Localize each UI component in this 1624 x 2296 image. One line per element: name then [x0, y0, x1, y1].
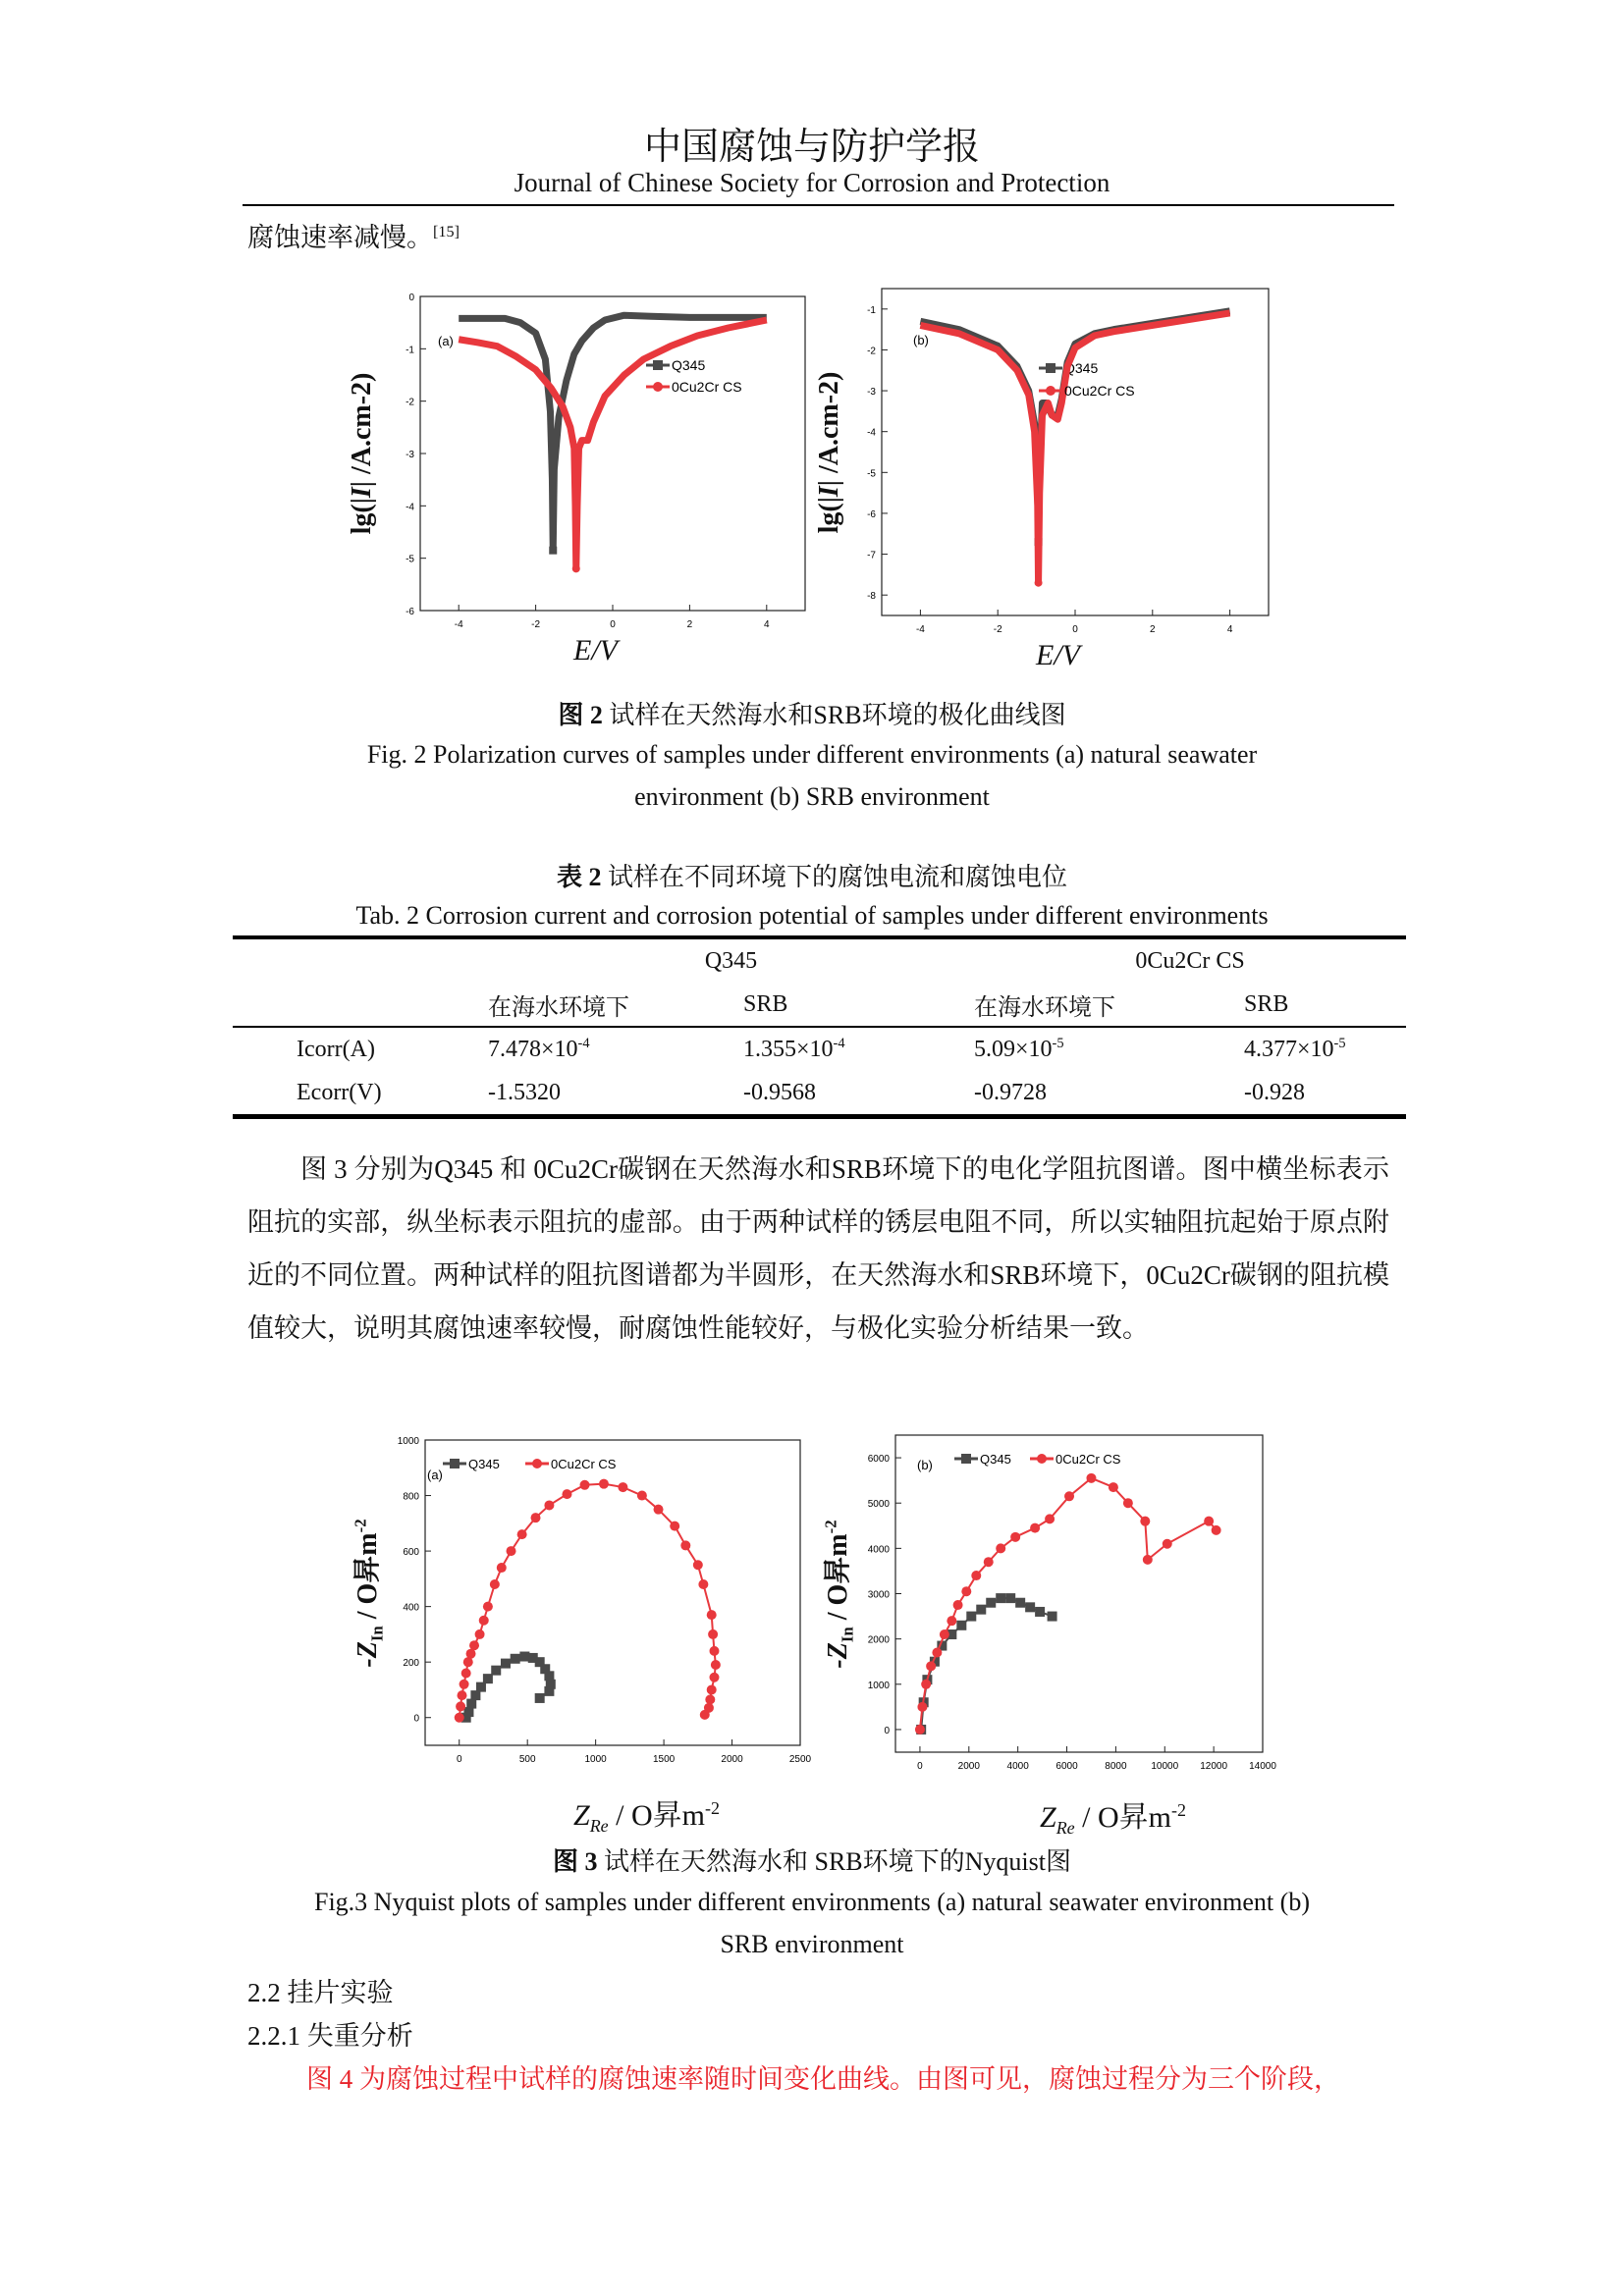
legend-marker-square — [450, 1459, 460, 1468]
legend-label: 0Cu2Cr CS — [1064, 383, 1135, 399]
data-point-q345 — [511, 1654, 520, 1664]
row-label: Ecorr(V) — [297, 1079, 382, 1105]
y-tick-label: 1000 — [867, 1680, 890, 1691]
data-point-0cu2cr — [996, 1543, 1005, 1553]
data-point-0cu2cr — [490, 1579, 500, 1589]
y-tick-label: -5 — [406, 554, 414, 565]
y-tick-label: -2 — [867, 346, 876, 357]
data-point-0cu2cr — [947, 1616, 956, 1626]
data-point-0cu2cr — [456, 1701, 465, 1711]
y-tick-label: 4000 — [867, 1544, 890, 1556]
y-tick-label: -7 — [867, 550, 876, 561]
y-axis-label: lg(|I| /A.cm-2) — [814, 371, 844, 533]
data-point-0cu2cr — [517, 1529, 527, 1539]
fig3-caption-cn — [0, 1842, 1624, 1878]
x-tick-label: 2000 — [957, 1761, 980, 1772]
fig2-title-cn: 试样在天然海水和SRB环境的极化曲线图 — [609, 701, 1066, 729]
data-point-0cu2cr — [455, 1713, 464, 1723]
x-tick-label: 2 — [686, 619, 693, 630]
sub-header: 在海水环境下 — [974, 994, 1115, 1021]
data-point-0cu2cr — [580, 1480, 590, 1490]
plot-frame — [895, 1435, 1263, 1752]
y-tick-label: -8 — [867, 591, 876, 603]
x-tick-label: 6000 — [1056, 1761, 1078, 1772]
legend-label: 0Cu2Cr CS — [1056, 1452, 1121, 1467]
data-point-0cu2cr — [709, 1673, 719, 1682]
fig3-label: 图 3 — [552, 1847, 598, 1876]
data-point-0cu2cr — [971, 1571, 981, 1580]
series-line-0cu2cr — [920, 1478, 1217, 1730]
sub-header: SRB — [743, 990, 788, 1017]
legend-marker-circle — [1046, 386, 1056, 396]
y-tick-label: 200 — [403, 1658, 419, 1670]
data-point-0cu2cr — [711, 1660, 721, 1670]
data-point-q345 — [1035, 1607, 1045, 1617]
x-tick-label: -2 — [531, 619, 541, 630]
y-tick-label: 6000 — [867, 1454, 890, 1466]
y-tick-label: -2 — [406, 397, 414, 408]
legend-label: Q345 — [980, 1452, 1011, 1467]
group-header: 0Cu2Cr CS — [1135, 947, 1245, 974]
data-point-0cu2cr — [544, 1500, 554, 1510]
x-tick-label: 4 — [1226, 624, 1233, 635]
data-point-0cu2cr — [926, 1661, 936, 1671]
table-cell: $4.377\times 10^{-5}$ — [1244, 1036, 1346, 1062]
legend-marker-square — [1046, 363, 1056, 373]
table2-caption-en: Tab. 2 Corrosion current and corrosion potential of samples under different environments — [355, 901, 1269, 930]
y-tick-label: 0 — [408, 293, 414, 303]
data-point-0cu2cr — [709, 1646, 719, 1656]
data-point-0cu2cr — [1143, 1555, 1153, 1565]
y-tick-label: -3 — [867, 387, 876, 399]
data-point-0cu2cr — [700, 1710, 710, 1720]
data-point-0cu2cr — [475, 1629, 485, 1639]
polarization-chart-b — [814, 289, 1269, 671]
fig2-caption-en-2: environment (b) SRB environment — [634, 782, 990, 811]
data-point-0cu2cr — [707, 1684, 717, 1694]
fig3-caption-en-1: Fig.3 Nyquist plots of samples under different environments (a) natural seawater environment (b) — [314, 1888, 1310, 1916]
data-point-0cu2cr — [531, 1513, 541, 1522]
fig2-label: 图 2 — [558, 701, 603, 729]
subsection-heading: 2.2.1 失重分析 — [247, 2021, 413, 2051]
data-point-q345 — [1005, 1593, 1015, 1603]
x-tick-label: 0 — [610, 619, 616, 630]
chart-svg — [867, 289, 1269, 635]
x-tick-label: 10000 — [1151, 1761, 1179, 1772]
x-tick-label: 0 — [917, 1761, 923, 1772]
table-cell: $5.09\times 10^{-5}$ — [974, 1036, 1064, 1062]
y-tick-label: -6 — [867, 508, 876, 520]
legend-marker-circle — [1037, 1454, 1047, 1464]
red-paragraph-line: 图 4 为腐蚀过程中试样的腐蚀速率随时间变化曲线。由图可见，腐蚀过程分为三个阶段， — [306, 2064, 1340, 2094]
data-point-0cu2cr — [707, 1610, 717, 1620]
x-tick-label: -2 — [993, 624, 1002, 635]
data-point-0cu2cr — [953, 1600, 963, 1610]
x-tick-label: 0 — [456, 1754, 462, 1765]
data-point-0cu2cr — [984, 1557, 994, 1567]
legend-marker-square — [653, 360, 663, 370]
y-tick-label: -4 — [406, 502, 414, 513]
x-tick-label: 0 — [1072, 624, 1078, 635]
data-point-0cu2cr — [637, 1491, 647, 1501]
fig2-caption-en-1: Fig. 2 Polarization curves of samples under different environments (a) natural seawater — [366, 740, 1258, 769]
table2-label: 表 2 — [556, 863, 602, 891]
citation-ref: [15] — [433, 223, 460, 240]
table-row — [233, 1071, 1406, 1117]
data-point-0cu2cr — [921, 1680, 931, 1689]
panel-label: (b) — [913, 333, 929, 347]
x-tick-label: -4 — [915, 624, 925, 635]
data-point-q345 — [966, 1612, 976, 1622]
y-tick-label: 400 — [403, 1602, 419, 1614]
data-point-0cu2cr — [497, 1563, 507, 1573]
data-point-0cu2cr — [670, 1522, 679, 1531]
y-tick-label: -1 — [406, 345, 414, 356]
legend-label: 0Cu2Cr CS — [551, 1457, 617, 1471]
data-point-0cu2cr — [599, 1479, 609, 1489]
data-point-q345 — [986, 1598, 996, 1608]
sub-header: 在海水环境下 — [488, 994, 629, 1021]
data-point-0cu2cr — [1035, 579, 1043, 587]
data-point-0cu2cr — [932, 1647, 942, 1657]
chart-svg — [406, 293, 805, 630]
x-axis-label: E/V — [1036, 639, 1080, 671]
data-point-0cu2cr — [1140, 1517, 1150, 1526]
table-cell: -0.9568 — [743, 1079, 816, 1105]
table2-title-cn: 试样在不同环境下的腐蚀电流和腐蚀电位 — [608, 863, 1068, 891]
fig3-title-cn: 试样在天然海水和 SRB环境下的Nyquist图 — [604, 1847, 1071, 1876]
x-tick-label: 1000 — [584, 1754, 607, 1765]
legend-label: Q345 — [1064, 360, 1099, 376]
polarization-chart-a — [347, 293, 805, 667]
y-tick-label: -5 — [867, 468, 876, 480]
plot-frame — [882, 289, 1269, 615]
table-cell: $1.355\times 10^{-4}$ — [743, 1036, 845, 1062]
fig3-caption-en-2: SRB environment — [720, 1930, 904, 1958]
data-point-0cu2cr — [1045, 1514, 1055, 1523]
data-point-0cu2cr — [460, 1680, 469, 1689]
x-axis-label: $Z_{Re}$ / Ο昇$m^{-2}$ — [573, 1798, 721, 1836]
fig2-caption-cn — [0, 695, 1624, 731]
data-point-0cu2cr — [680, 1540, 690, 1550]
x-tick-label: 2500 — [788, 1754, 812, 1765]
x-tick-label: 2000 — [721, 1754, 743, 1765]
data-point-0cu2cr — [458, 1690, 467, 1700]
data-point-q345 — [1025, 1602, 1035, 1612]
data-point-0cu2cr — [1212, 1525, 1221, 1535]
panel-label: (b) — [917, 1458, 933, 1472]
data-point-0cu2cr — [693, 1560, 703, 1570]
data-point-0cu2cr — [915, 1725, 925, 1735]
legend-marker-square — [961, 1454, 971, 1464]
panel-label: (a) — [427, 1468, 443, 1482]
row-label: Icorr(A) — [297, 1036, 375, 1062]
data-point-0cu2cr — [1123, 1498, 1133, 1508]
nyquist-chart-b — [821, 1435, 1276, 1838]
data-point-0cu2cr — [463, 1657, 473, 1667]
data-point-0cu2cr — [708, 1629, 718, 1639]
y-tick-label: 0 — [884, 1725, 890, 1736]
data-point-q345 — [996, 1593, 1005, 1603]
legend-label: Q345 — [672, 357, 706, 373]
table-cell: $7.478\times 10^{-4}$ — [488, 1036, 590, 1062]
x-axis-label: E/V — [573, 634, 618, 667]
panel-label: (a) — [438, 334, 454, 348]
x-tick-label: 1500 — [652, 1754, 676, 1765]
x-tick-label: 4 — [764, 619, 770, 630]
data-point-0cu2cr — [1204, 1517, 1214, 1526]
data-point-0cu2cr — [917, 1702, 927, 1712]
x-tick-label: 14000 — [1249, 1761, 1276, 1772]
y-tick-label: 800 — [403, 1491, 419, 1503]
data-point-0cu2cr — [461, 1668, 471, 1678]
data-point-0cu2cr — [507, 1546, 516, 1556]
data-point-0cu2cr — [1064, 1491, 1074, 1501]
data-point-0cu2cr — [961, 1586, 971, 1596]
y-tick-label: 600 — [403, 1547, 419, 1559]
sub-header: SRB — [1244, 990, 1289, 1017]
y-axis-label: $-Z_{In}$ / Ο昇$m^{-2}$ — [821, 1519, 857, 1669]
y-tick-label: -4 — [867, 427, 876, 439]
data-point-q345 — [491, 1666, 501, 1676]
table-cell: -0.928 — [1244, 1079, 1305, 1105]
data-point-0cu2cr — [618, 1482, 627, 1492]
data-point-q345 — [976, 1605, 986, 1615]
x-tick-label: 2 — [1150, 624, 1156, 635]
y-tick-label: 2000 — [867, 1634, 890, 1646]
table-cell: -1.5320 — [488, 1079, 561, 1105]
section-heading: 2.2 挂片实验 — [247, 1978, 394, 2007]
intro-text — [247, 216, 460, 254]
data-point-q345 — [544, 1686, 554, 1696]
nyquist-chart-a — [351, 1436, 812, 1836]
data-point-0cu2cr — [1109, 1482, 1118, 1492]
series-line-q345 — [921, 1598, 1052, 1730]
journal-title-en: Journal of Chinese Society for Corrosion and Protection — [514, 168, 1110, 197]
journal-title-cn: 中国腐蚀与防护学报 — [643, 127, 980, 168]
data-point-0cu2cr — [469, 1640, 479, 1650]
y-tick-label: 3000 — [867, 1589, 890, 1601]
data-point-0cu2cr — [698, 1579, 708, 1589]
series-line-0cu2cr — [920, 313, 1229, 583]
y-tick-label: 0 — [413, 1713, 419, 1725]
group-header: Q345 — [704, 947, 758, 974]
corrosion-table — [233, 935, 1406, 1119]
data-point-q345 — [1048, 1612, 1057, 1622]
y-tick-label: 1000 — [397, 1436, 419, 1447]
legend-label: Q345 — [468, 1457, 500, 1471]
data-point-0cu2cr — [483, 1602, 493, 1612]
intro-sentence: 腐蚀速率减慢。 — [247, 223, 433, 252]
data-point-0cu2cr — [572, 564, 580, 572]
x-tick-label: 4000 — [1006, 1761, 1029, 1772]
data-point-0cu2cr — [1010, 1532, 1020, 1542]
body-paragraph: 图 3 分别为Q345 和 0Cu2Cr碳钢在天然海水和SRB环境下的电化学阻抗图谱。图中横坐标表示阻抗的实部，纵坐标表示阻抗的虚部。由于两种试样的锈层电阻不同，所以实轴阻抗起始于原点附近的不同位置。两种试样的阻抗图谱都为半圆形，在天然海水和SRB环境下，0Cu2Cr碳钢的阻抗模值较大，说明其腐蚀速率较慢，耐腐蚀性能较好，与极化实验分析结果一致。 — [247, 1154, 1389, 1343]
chart-svg — [397, 1436, 812, 1765]
x-axis-label: $Z_{Re}$ / Ο昇$m^{-2}$ — [1040, 1800, 1187, 1838]
data-point-q345 — [1015, 1598, 1025, 1608]
series-line-0cu2cr — [460, 1484, 716, 1718]
y-axis-label: $-Z_{In}$ / Ο昇$m^{-2}$ — [351, 1518, 387, 1668]
data-point-q345 — [956, 1621, 966, 1630]
data-point-0cu2cr — [1086, 1473, 1096, 1483]
table-cell: -0.9728 — [974, 1079, 1047, 1105]
header-rule — [243, 204, 1394, 206]
x-tick-label: 8000 — [1105, 1761, 1127, 1772]
data-point-0cu2cr — [562, 1489, 571, 1499]
table2-caption-cn — [0, 857, 1624, 893]
legend-label: 0Cu2Cr CS — [672, 379, 742, 395]
y-tick-label: -6 — [406, 607, 414, 617]
y-axis-label: lg(|I| /A.cm-2) — [347, 372, 377, 535]
data-point-0cu2cr — [654, 1505, 664, 1515]
data-point-q345 — [549, 547, 557, 555]
x-tick-label: -4 — [454, 619, 463, 630]
legend-marker-circle — [532, 1459, 542, 1468]
legend-marker-circle — [653, 382, 663, 392]
data-point-0cu2cr — [705, 1694, 715, 1704]
y-tick-label: -1 — [867, 304, 876, 316]
data-point-0cu2cr — [1030, 1523, 1040, 1533]
table-row — [233, 1027, 1406, 1071]
series-line-0cu2cr — [459, 320, 767, 568]
data-point-q345 — [535, 1693, 545, 1703]
data-point-0cu2cr — [940, 1629, 949, 1639]
data-point-0cu2cr — [1163, 1539, 1172, 1549]
x-tick-label: 12000 — [1200, 1761, 1228, 1772]
y-tick-label: 5000 — [867, 1499, 890, 1511]
data-point-0cu2cr — [479, 1616, 489, 1626]
data-point-q345 — [501, 1659, 511, 1669]
y-tick-label: -3 — [406, 450, 414, 460]
x-tick-label: 500 — [518, 1754, 536, 1765]
chart-svg — [867, 1435, 1276, 1772]
